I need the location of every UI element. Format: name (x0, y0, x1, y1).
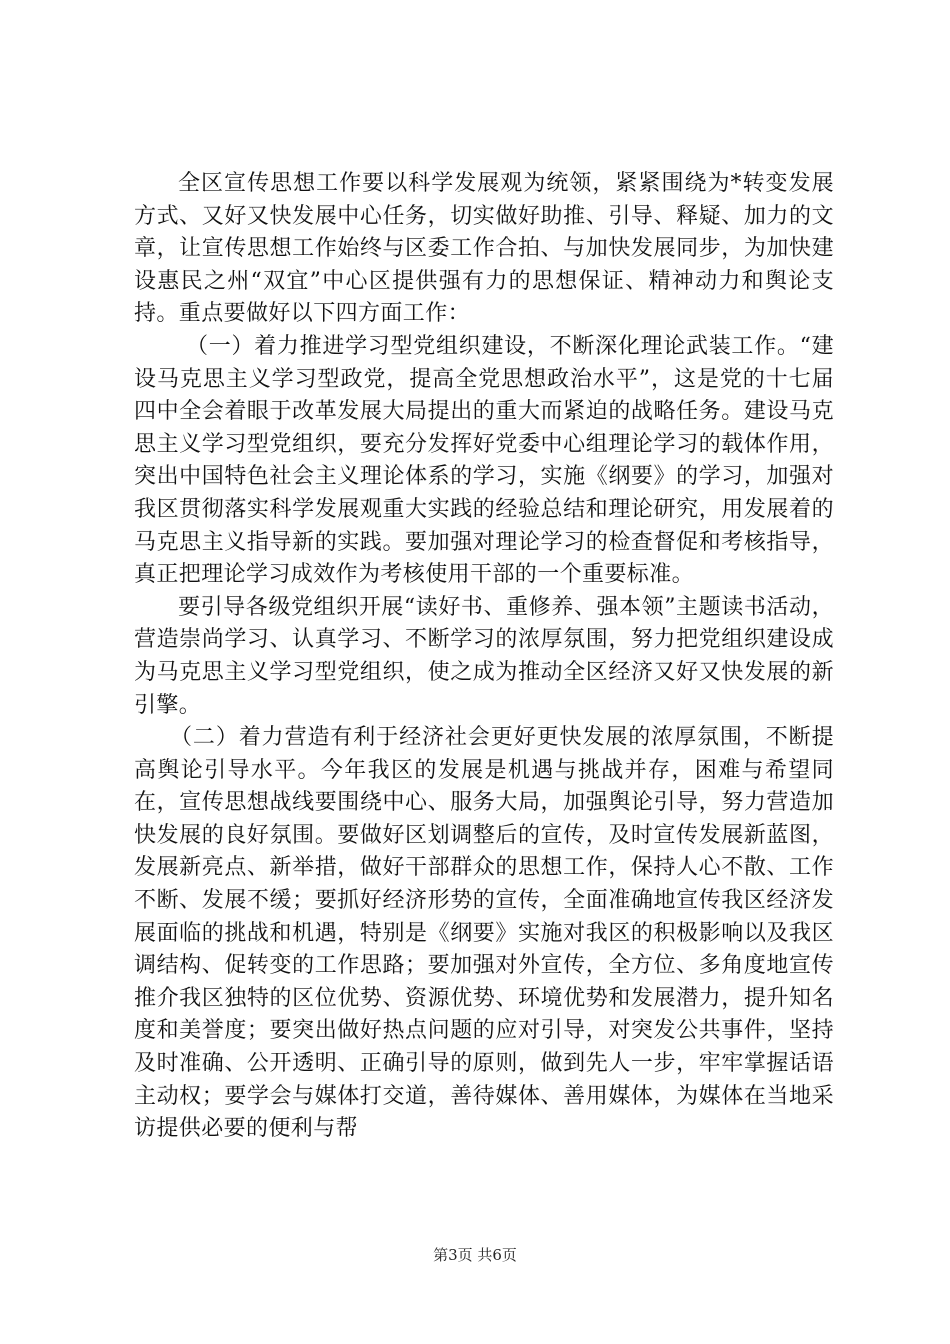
paragraph-reading-activity: 要引导各级党组织开展“读好书、重修养、强本领”主题读书活动，营造崇尚学习、认真学习、不断学习的浓厚氛围，努力把党组织建设成为马克思主义学习型党组织，使之成为推动全区经济又好又快发展的新引擎。 (134, 594, 834, 718)
paragraph-section-two: （二）着力营造有利于经济社会更好更快发展的浓厚氛围，不断提高舆论引导水平。今年我区的发展是机遇与挑战并存，困难与希望同在，宣传思想战线要围绕中心、服务大局，加强舆论引导，努力营造加快发展的良好氛围。要做好区划调整后的宣传，及时宣传发展新蓝图，发展新亮点、新举措，做好干部群众的思想工作，保持人心不散、工作不断、发展不缓；要抓好经济形势的宣传，全面准确地宣传我区经济发展面临的挑战和机遇，特别是《纲要》实施对我区的积极影响以及我区调结构、促转变的工作思路；要加强对外宣传，全方位、多角度地宣传推介我区独特的区位优势、资源优势、环境优势和发展潜力，提升知名度和美誉度；要突出做好热点问题的应对引导，对突发公共事件，坚持及时准确、公开透明、正确引导的原则，做到先人一步，牢牢掌握话语主动权；要学会与媒体打交道，善待媒体、善用媒体，为媒体在当地采访提供必要的便利与帮 (134, 725, 834, 1142)
paragraph-section-one: （一）着力推进学习型党组织建设，不断深化理论武装工作。“建设马克思主义学习型政党，提高全党思想政治水平”，这是党的十七届四中全会着眼于改革发展大局提出的重大而紧迫的战略任务。建设马克思主义学习型党组织，要充分发挥好党委中心组理论学习的载体作用，突出中国特色社会主义理论体系的学习，实施《纲要》的学习，加强对我区贯彻落实科学发展观重大实践的经验总结和理论研究，用发展着的马克思主义指导新的实践。要加强对理论学习的检查督促和考核指导，真正把理论学习成效作为考核使用干部的一个重要标准。 (134, 333, 834, 588)
document-body (134, 168, 834, 1146)
page-number-footer: 第3页 共6页 (433, 1246, 517, 1264)
paragraph-intro: 全区宣传思想工作要以科学发展观为统领，紧紧围绕为*转变发展方式、又好又快发展中心任务，切实做好助推、引导、释疑、加力的文章，让宣传思想工作始终与区委工作合拍、与加快发展同步，为加快建设惠民之州“双宜”中心区提供强有力的思想保证、精神动力和舆论支持。重点要做好以下四方面工作： (134, 171, 834, 327)
